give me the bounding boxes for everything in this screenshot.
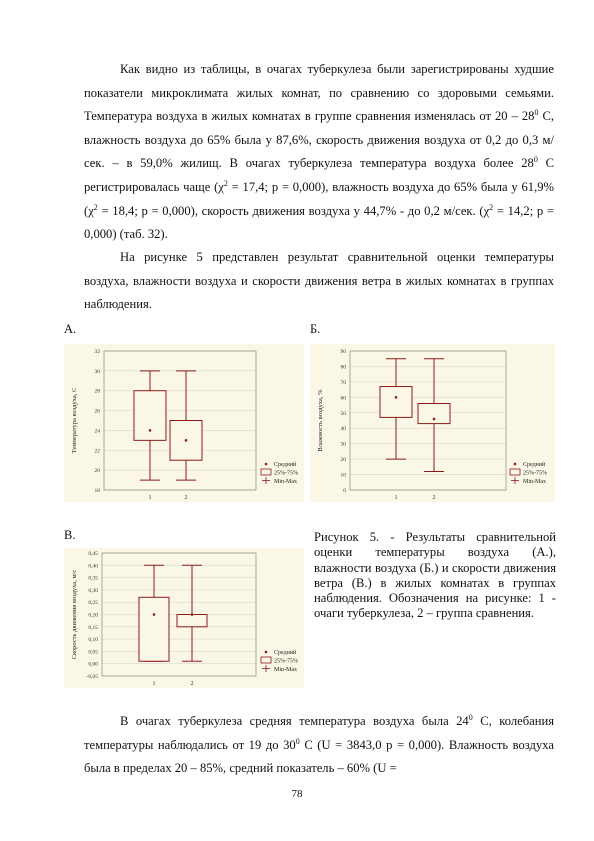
y-tick-label: 80 — [340, 364, 346, 371]
paragraph-figure-intro — [84, 246, 554, 317]
text-run: = 14,2; р = 0,000) (таб. 32). — [84, 203, 554, 242]
superscript: 0 — [534, 108, 539, 117]
y-tick-label: 0,10 — [88, 637, 98, 644]
paragraph-intro — [84, 58, 554, 247]
y-tick-label: 30 — [94, 368, 100, 375]
legend-label: Min-Max — [523, 479, 546, 485]
y-tick-label: 18 — [94, 488, 100, 494]
legend-box-marker — [510, 469, 520, 475]
y-tick-label: 20 — [94, 468, 100, 475]
box-iqr — [134, 391, 166, 441]
y-tick-label: 60 — [340, 395, 346, 402]
chart-temperature — [64, 344, 304, 502]
y-tick-label: 22 — [94, 448, 100, 455]
y-tick-label: 70 — [340, 379, 346, 386]
x-tick-label: 2 — [190, 681, 194, 687]
y-tick-label: -0,05 — [86, 674, 98, 680]
legend-label: 25%-75% — [523, 470, 547, 477]
x-tick-label: 1 — [394, 495, 398, 501]
y-tick-label: 40 — [340, 426, 346, 433]
figure-caption: Рисунок 5. - Результаты сравнительной оценки температуры воздуха (А.), влажности воздуха (Б.) и скорости движения ветра (В.) в жилых комнатах в группах наблюдения. Обозначения на рисунке: 1 - очаги туберкулеза, 2 – группа сравнения. — [314, 530, 556, 621]
x-tick-label: 1 — [148, 495, 152, 501]
y-tick-label: 0,45 — [88, 551, 98, 557]
box-iqr — [380, 387, 412, 418]
y-tick-label: 26 — [94, 408, 100, 415]
y-tick-label: 0,30 — [88, 587, 98, 594]
y-tick-label: 30 — [340, 441, 346, 448]
superscript: 2 — [223, 178, 228, 188]
text-run: = 17,4; р = 0,000), влажность воздуха до 65% была у 61,9% (χ — [84, 179, 555, 218]
panel-label-b: Б. — [310, 322, 321, 336]
y-tick-label: 0,05 — [88, 649, 98, 656]
y-tick-label: 50 — [340, 410, 346, 417]
text-run: Как видно из таблицы, в очагах туберкулеза были зарегистрированы худшие показатели микроклимата жилых комнат, по сравнению со здоровыми семьями. Температура воздуха в жилых комнатах в группе сравнения изменялась от 20 – 28 — [84, 62, 554, 124]
text-run: С, колебания температуры наблюдались от 19 до 30 — [84, 714, 554, 752]
y-axis-label: Скорость движения воздуха, м/с — [71, 569, 78, 660]
y-axis-label: Температура воздуха, С — [71, 387, 78, 454]
y-tick-label: 10 — [340, 472, 346, 479]
page-number: 78 — [291, 788, 303, 800]
superscript: 0 — [295, 736, 300, 746]
legend-mean-marker — [514, 463, 517, 466]
legend-label: Средний — [274, 462, 297, 468]
text-run: На рисунке 5 представлен результат сравнительной оценки температуры воздуха, влажности воздуха и скорости движения ветра в жилых комнатах в группах наблюдения. — [84, 250, 554, 312]
superscript: 0 — [533, 155, 538, 165]
superscript: 2 — [489, 202, 494, 212]
box-iqr — [139, 597, 169, 661]
y-tick-label: 0,00 — [88, 661, 98, 668]
y-tick-label: 90 — [340, 349, 346, 355]
mean-point — [433, 418, 436, 421]
y-tick-label: 0,15 — [88, 624, 98, 631]
y-axis-label: Влажность воздуха, % — [317, 389, 324, 452]
mean-point — [149, 429, 152, 432]
paragraph-results — [84, 710, 554, 781]
y-tick-label: 0,25 — [88, 600, 98, 607]
text-run: С, влажность воздуха до 65% была у 87,6%, скорость движения воздуха от 0,2 до 0,3 м/сек. – в 59,0% жилищ. В очагах туберкулеза температура воздуха более 28 — [84, 109, 554, 171]
text-run: С (U = 3843,0 р = 0,000). Влажность воздуха была в пределах 20 – 85%, средний показатель – 60% (U = — [84, 737, 554, 776]
y-tick-label: 28 — [94, 388, 100, 395]
text-run: С регистрировалась чаще (χ — [84, 156, 554, 194]
mean-point — [395, 396, 398, 399]
panel-label-c: В. — [64, 528, 76, 542]
mean-point — [153, 613, 156, 616]
mean-point — [191, 613, 194, 616]
legend-mean-marker — [265, 651, 268, 654]
text-run: В очагах туберкулеза средняя температура воздуха была 24 — [120, 714, 469, 728]
legend-label: Min-Max — [274, 667, 297, 673]
chart-air-speed — [64, 548, 304, 688]
y-tick-label: 0,40 — [88, 563, 98, 570]
legend-label: Средний — [523, 462, 546, 468]
legend-label: 25%-75% — [274, 470, 298, 477]
box-iqr — [418, 404, 450, 424]
legend-box-marker — [261, 469, 271, 475]
x-tick-label: 2 — [184, 495, 188, 501]
legend-label: 25%-75% — [274, 658, 298, 665]
chart-humidity — [310, 344, 555, 502]
legend-mean-marker — [265, 463, 268, 466]
superscript: 2 — [93, 202, 98, 212]
y-tick-label: 20 — [340, 457, 346, 464]
superscript: 0 — [468, 712, 473, 722]
legend-box-marker — [261, 657, 271, 663]
y-tick-label: 0 — [343, 488, 346, 494]
box-iqr — [177, 615, 207, 627]
y-tick-label: 0,20 — [88, 612, 98, 619]
y-tick-label: 32 — [94, 349, 100, 355]
y-tick-label: 0,35 — [88, 575, 98, 582]
text-run: = 18,4; р = 0,000), скорость движения воздуха у 44,7% - до 0,2 м/сек. (χ — [97, 203, 490, 218]
x-tick-label: 1 — [152, 681, 156, 687]
legend-label: Min-Max — [274, 479, 297, 485]
x-tick-label: 2 — [432, 495, 436, 501]
y-tick-label: 24 — [94, 428, 100, 435]
panel-label-a: А. — [64, 322, 77, 336]
legend-label: Средний — [274, 650, 297, 656]
mean-point — [185, 439, 188, 442]
